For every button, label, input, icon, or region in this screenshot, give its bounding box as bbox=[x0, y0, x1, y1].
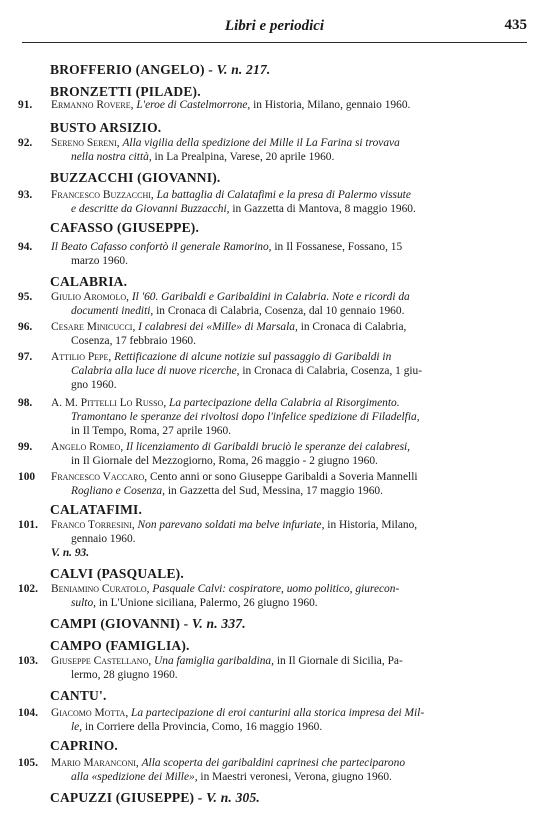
entry-source: in La Prealpina, Varese, 20 aprile 1960. bbox=[154, 151, 335, 163]
heading-name: BUSTO ARSIZIO. bbox=[50, 120, 162, 135]
entry-title: Alla vigilia della spedizione dei Mille il La Farina si trovava bbox=[122, 137, 400, 149]
cross-reference: V. n. 305. bbox=[206, 790, 260, 805]
heading-campo bbox=[50, 638, 190, 654]
cross-reference: V. n. 337. bbox=[191, 616, 246, 631]
entry-title: La battaglia di Calatafimi e la presa di Palermo vissute bbox=[156, 189, 411, 201]
entry-number: 98. bbox=[18, 397, 33, 409]
entry-title-cont: alla «spedizione dei Mille», bbox=[71, 771, 198, 783]
page-number: 435 bbox=[504, 17, 527, 33]
heading-name: BUZZACCHI (GIOVANNI). bbox=[50, 170, 221, 185]
entry-title-cont: nella nostra città, bbox=[71, 151, 152, 163]
entry-author: Cesare Minicucci, bbox=[51, 321, 136, 333]
heading-calvi bbox=[50, 566, 184, 582]
heading-name: CALVI (PASQUALE). bbox=[50, 566, 184, 581]
entry-title: Una famiglia garibaldina, bbox=[154, 655, 274, 667]
entry-title-cont: e descritte da Giovanni Buzzacchi, bbox=[71, 203, 230, 215]
entry-source: in Il Fossanese, Fossano, 15 bbox=[274, 241, 403, 253]
entry-author: Giulio Aromolo, bbox=[51, 291, 129, 303]
entry-author: A. M. Pittelli Lo Russo, bbox=[51, 397, 167, 409]
heading-name: CAMPI (GIOVANNI) - bbox=[50, 616, 192, 631]
entry-author: Mario Maranconi, bbox=[51, 757, 139, 769]
heading-name: BRONZETTI (PILADE). bbox=[50, 84, 201, 99]
entry-number: 96. bbox=[18, 321, 33, 333]
entry-title-cont: Rogliano e Cosenza, bbox=[71, 485, 165, 497]
heading-cafasso bbox=[50, 220, 199, 236]
entry-source: in L'Unione siciliana, Palermo, 26 giugno 1960. bbox=[98, 597, 318, 609]
entry-number: 105. bbox=[18, 757, 38, 769]
entry-number: 97. bbox=[18, 351, 33, 363]
heading-calatafimi bbox=[50, 502, 142, 518]
entry-number: 91. bbox=[18, 99, 33, 111]
entry-number: 102. bbox=[18, 583, 38, 595]
entry-author: Sereno Sereni, bbox=[51, 137, 120, 149]
entry-number: 100 bbox=[18, 471, 36, 483]
entry-author: Giuseppe Castellano, bbox=[51, 655, 152, 667]
entry-source: in Il Giornale di Sicilia, Pa- bbox=[276, 655, 403, 667]
entry-number: 93. bbox=[18, 189, 33, 201]
entry-source: in Il Giornale del Mezzogiorno, Roma, 26 maggio - 2 giugno 1960. bbox=[71, 455, 378, 467]
entry-source: in Maestri veronesi, Verona, giugno 1960. bbox=[200, 771, 392, 783]
entry-title: La partecipazione della Calabria al Risorgimento. bbox=[169, 397, 400, 409]
cross-reference: V. n. 217. bbox=[216, 62, 271, 77]
entry-author: Francesco Vaccaro, bbox=[51, 471, 148, 483]
entry-number: 104. bbox=[18, 707, 38, 719]
entry-title-cont: documenti inediti, bbox=[71, 305, 154, 317]
entry-number: 95. bbox=[18, 291, 33, 303]
entry-source-cont: Cosenza, 17 febbraio 1960. bbox=[71, 335, 196, 347]
running-title: Libri e periodici bbox=[224, 18, 325, 34]
heading-name: CALABRIA. bbox=[50, 274, 128, 289]
entry-number: 101. bbox=[18, 519, 38, 531]
heading-calabria bbox=[50, 274, 127, 290]
entry-author: Giacomo Motta, bbox=[51, 707, 129, 719]
entry-source: in Il Tempo, Roma, 27 aprile 1960. bbox=[71, 425, 232, 437]
entry-title-cont: sulto, bbox=[71, 597, 97, 609]
heading-name: BROFFERIO (ANGELO) - bbox=[50, 62, 217, 77]
entry-author: Francesco Buzzacchi, bbox=[51, 189, 154, 201]
entry-number: 94. bbox=[18, 241, 33, 253]
entry-title: Rettificazione di alcune notizie sul passaggio di Garibaldi in bbox=[114, 351, 392, 363]
cross-reference: V. n. 93. bbox=[51, 547, 90, 559]
entry-title: Pasquale Calvi: cospiratore, uomo politico, giurecon- bbox=[152, 583, 400, 595]
heading-name: CAFASSO (GIUSEPPE). bbox=[50, 220, 200, 235]
heading-capuzzi bbox=[50, 790, 260, 806]
entry-title-cont: Tramontano le speranze dei rivoltosi dopo l'infelice spedizione di Filadelfia, bbox=[71, 411, 420, 423]
entry-author: Franco Torresini, bbox=[51, 519, 135, 531]
entry-author: Attilio Pepe, bbox=[51, 351, 112, 363]
entry-source: in Historia, Milano, bbox=[327, 519, 418, 531]
heading-caprino bbox=[50, 738, 118, 754]
entry-title: Il '60. Garibaldi e Garibaldini in Calabria. Note e ricordi da bbox=[131, 291, 410, 303]
entry-title-cont: le, bbox=[71, 721, 83, 733]
heading-name: CAMPO (FAMIGLIA). bbox=[50, 638, 190, 653]
entry-number: 103. bbox=[18, 655, 38, 667]
entry-source-cont: lermo, 28 giugno 1960. bbox=[71, 669, 178, 681]
entry-source: in Historia, Milano, gennaio 1960. bbox=[253, 99, 411, 111]
entry-source: in Gazzetta di Mantova, 8 maggio 1960. bbox=[232, 203, 416, 215]
entry-source: in Cronaca di Calabria, bbox=[300, 321, 407, 333]
entry-source-cont: marzo 1960. bbox=[71, 255, 128, 267]
entry-source: in Cronaca di Calabria, Cosenza, 1 giu- bbox=[242, 365, 423, 377]
entry-number: 99. bbox=[18, 441, 33, 453]
entry-title: La partecipazione di eroi canturini alla storica impresa dei Mil- bbox=[131, 707, 425, 719]
entry-title: Alla scoperta dei garibaldini caprinesi che parteciparono bbox=[141, 757, 406, 769]
entry-source-cont: gno 1960. bbox=[71, 379, 117, 391]
heading-cantu bbox=[50, 688, 107, 704]
entry-source-cont: gennaio 1960. bbox=[71, 533, 136, 545]
entry-title: Il Beato Cafasso confortò il generale Ramorino, bbox=[51, 241, 272, 253]
entry-number: 92. bbox=[18, 137, 33, 149]
heading-busto-arsizio bbox=[50, 120, 161, 136]
heading-name: CAPRINO. bbox=[50, 738, 118, 753]
heading-brofferio bbox=[50, 62, 270, 78]
heading-name: CANTU'. bbox=[50, 688, 107, 703]
page-header bbox=[22, 16, 527, 43]
entry-title-cont: Calabria alla luce di nuove ricerche, bbox=[71, 365, 240, 377]
entry-title: L'eroe di Castelmorrone, bbox=[136, 99, 251, 111]
entry-title: Il licenziamento di Garibaldi bruciò le speranze dei calabresi, bbox=[126, 441, 411, 453]
entry-title: Non parevano soldati ma belve infuriate, bbox=[137, 519, 325, 531]
heading-campi bbox=[50, 616, 246, 632]
heading-name: CAPUZZI (GIUSEPPE) - bbox=[50, 790, 207, 805]
heading-buzzacchi bbox=[50, 170, 220, 186]
entry-author: Angelo Romeo, bbox=[51, 441, 124, 453]
heading-name: CALATAFIMI. bbox=[50, 502, 143, 517]
entry-source: in Corriere della Provincia, Como, 16 maggio 1960. bbox=[84, 721, 323, 733]
entry-title: I calabresi dei «Mille» di Marsala, bbox=[138, 321, 298, 333]
entry-source: in Gazzetta del Sud, Messina, 17 maggio 1960. bbox=[167, 485, 383, 497]
entry-title: Cento anni or sono Giuseppe Garibaldi a Soveria Mannelli bbox=[149, 471, 418, 483]
entry-source: in Cronaca di Calabria, Cosenza, dal 10 gennaio 1960. bbox=[156, 305, 405, 317]
entry-author: Ermanno Rovere, bbox=[51, 99, 134, 111]
entry-author: Beniamino Curatolo, bbox=[51, 583, 150, 595]
